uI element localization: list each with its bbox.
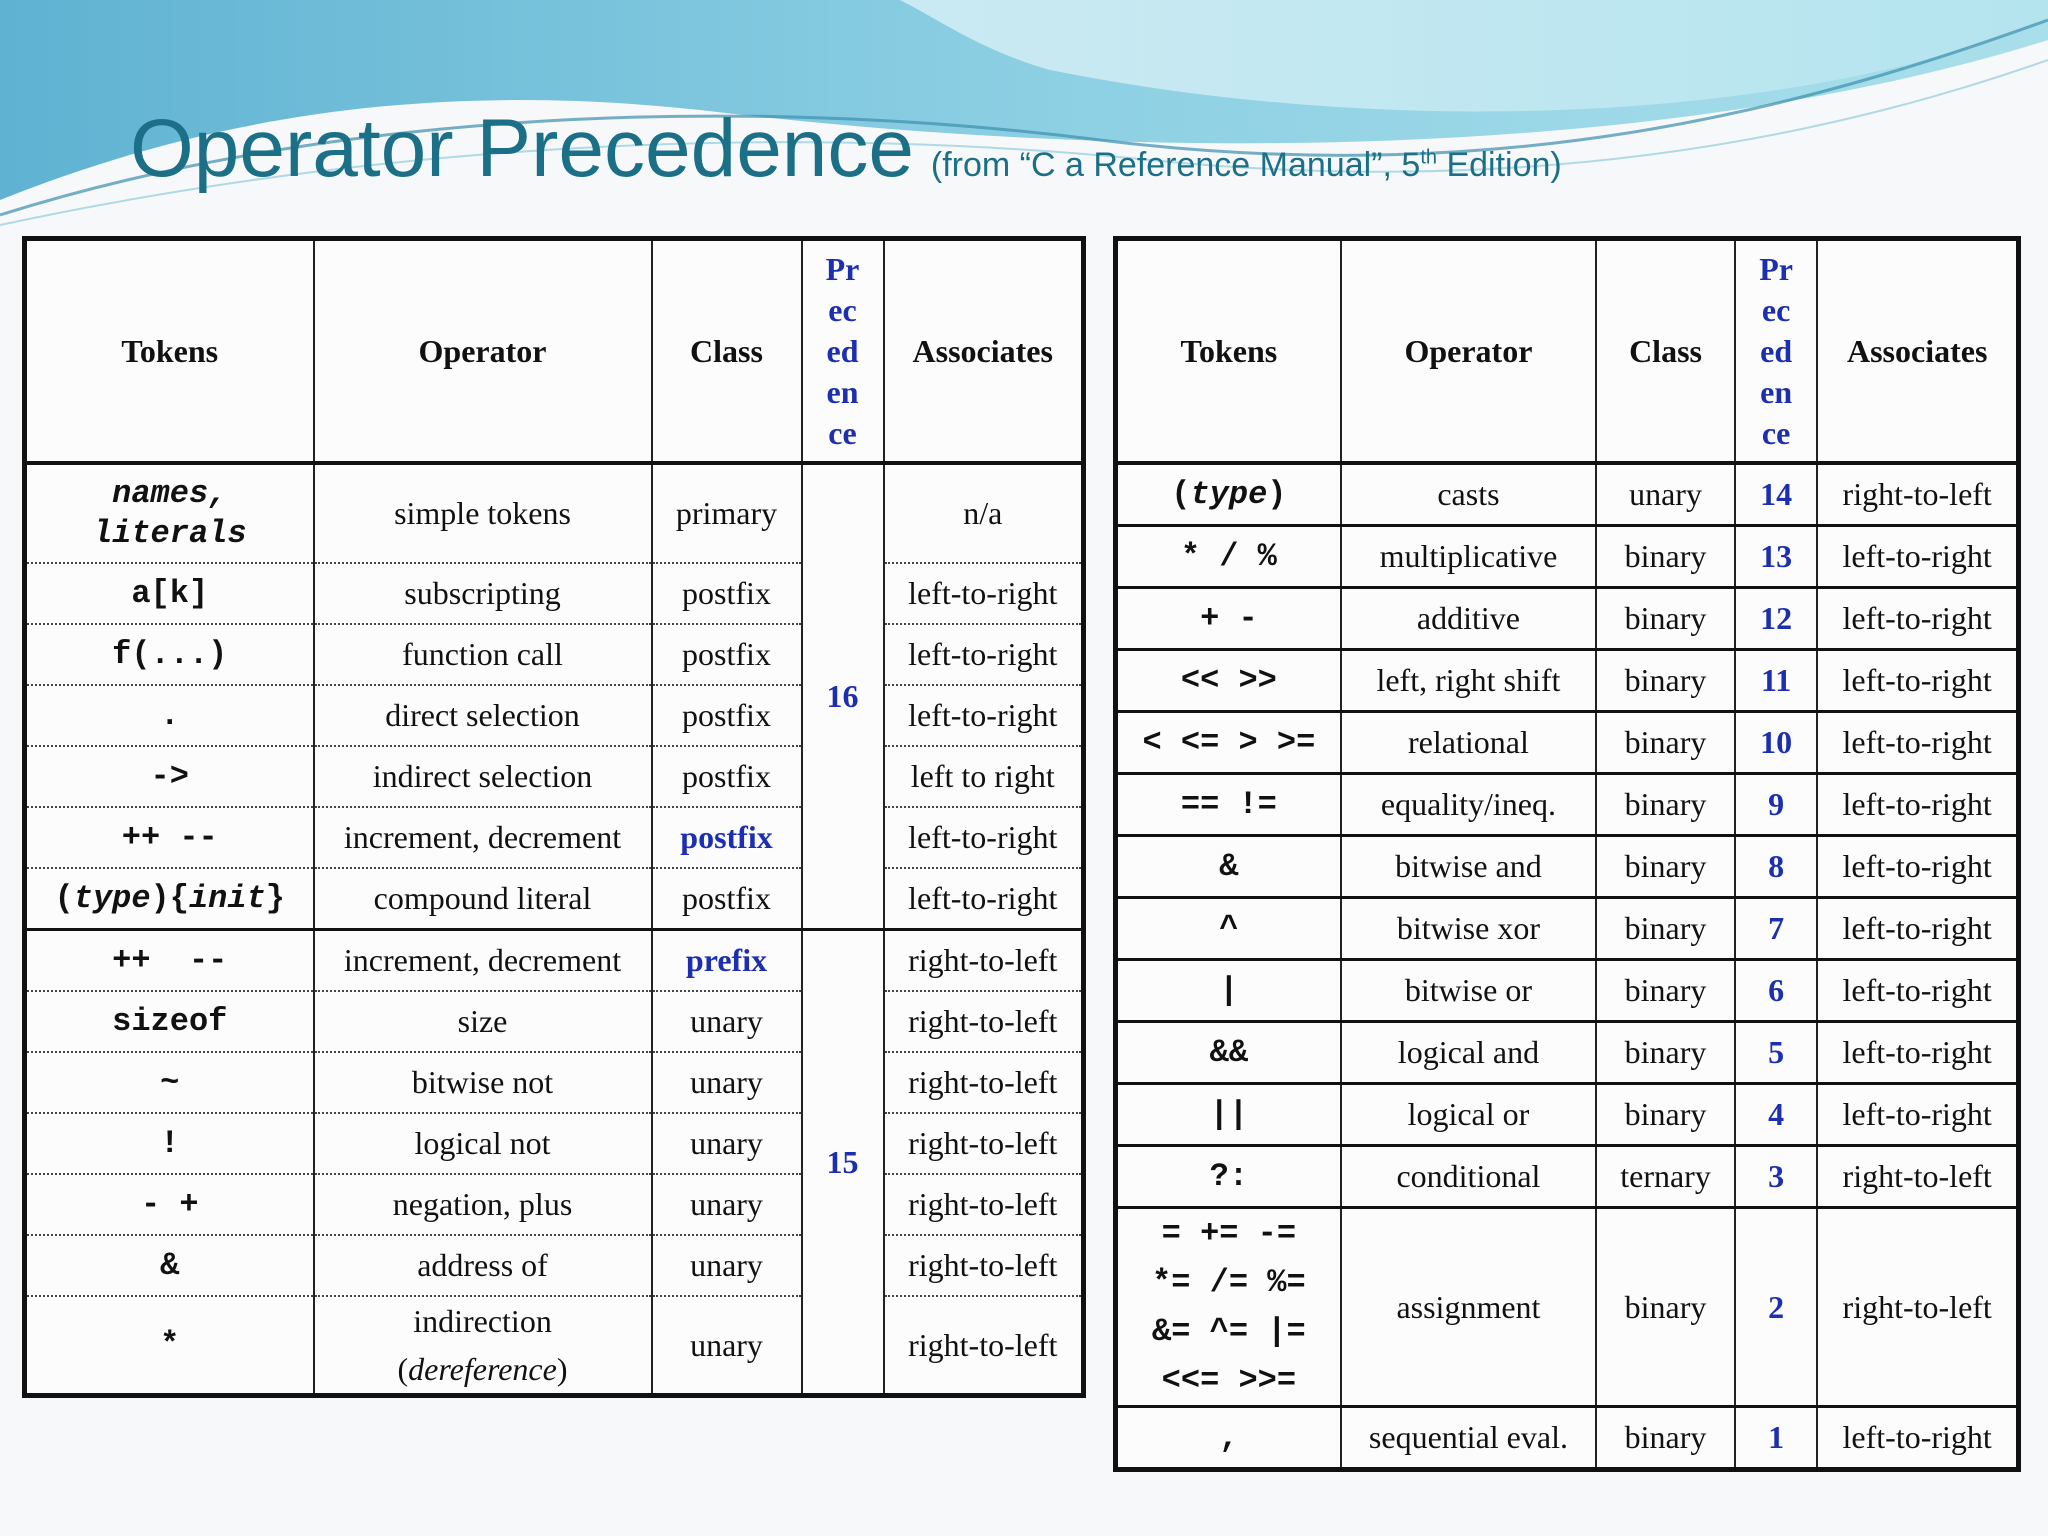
associates-cell: right-to-left xyxy=(1817,1208,2018,1407)
operator-line xyxy=(319,1345,647,1393)
tokens-cell: ! xyxy=(25,1113,314,1174)
class-cell: postfix xyxy=(652,868,802,930)
col-precedence-part: ce xyxy=(828,414,857,451)
operator-cell: compound literal xyxy=(314,868,652,930)
tokens-cell: * xyxy=(25,1296,314,1396)
operator-cell: bitwise not xyxy=(314,1052,652,1113)
tokens-cell xyxy=(25,463,314,563)
associates-cell: left-to-right xyxy=(1817,712,2018,774)
tokens-line: &= ^= |= xyxy=(1152,1313,1306,1350)
class-cell: unary xyxy=(652,1052,802,1113)
tokens-line: literals xyxy=(92,514,247,552)
class-cell: unary xyxy=(652,1296,802,1396)
title-source-sup: th xyxy=(1420,146,1437,169)
class-cell: ternary xyxy=(1596,1146,1735,1208)
operator-cell: size xyxy=(314,991,652,1052)
precedence-cell: 12 xyxy=(1735,588,1817,650)
precedence-cell: 6 xyxy=(1735,960,1817,1022)
header-row xyxy=(25,239,1084,464)
col-tokens: Tokens xyxy=(1116,239,1341,464)
associates-cell: right-to-left xyxy=(884,991,1084,1052)
tokens-cell: ~ xyxy=(25,1052,314,1113)
operator-cell: multiplicative xyxy=(1341,526,1596,588)
col-tokens: Tokens xyxy=(25,239,314,464)
operator-part: ) xyxy=(556,1351,568,1387)
class-cell: binary xyxy=(1596,1022,1735,1084)
tokens-cell xyxy=(1116,463,1341,526)
operator-cell: logical and xyxy=(1341,1022,1596,1084)
class-cell: binary xyxy=(1596,526,1735,588)
title-main: Operator Precedence xyxy=(130,103,915,194)
associates-cell: left-to-right xyxy=(884,685,1084,746)
tokens-part: ( xyxy=(1171,475,1191,513)
tokens-cell xyxy=(1116,1208,1341,1407)
operator-cell: bitwise and xyxy=(1341,836,1596,898)
tokens-part: type xyxy=(73,879,151,917)
class-cell: binary xyxy=(1596,1208,1735,1407)
table-row xyxy=(1116,650,2019,712)
class-cell: binary xyxy=(1596,836,1735,898)
operator-cell: address of xyxy=(314,1235,652,1296)
tokens-line: *= /= %= xyxy=(1152,1264,1306,1301)
class-cell: postfix xyxy=(652,624,802,685)
associates-cell: left-to-right xyxy=(884,868,1084,930)
operator-cell: equality/ineq. xyxy=(1341,774,1596,836)
table-row xyxy=(1116,836,2019,898)
table-row xyxy=(1116,1084,2019,1146)
table-row xyxy=(1116,588,2019,650)
operator-cell: logical or xyxy=(1341,1084,1596,1146)
operator-cell: simple tokens xyxy=(314,463,652,563)
tokens-cell: + - xyxy=(1116,588,1341,650)
title-source-prefix: (from “C a Reference Manual”, 5 xyxy=(930,146,1421,184)
col-precedence-part: en xyxy=(826,373,859,410)
table-row xyxy=(1116,1208,2019,1407)
col-associates: Associates xyxy=(1817,239,2018,464)
col-precedence-part: ec xyxy=(1761,291,1791,328)
table-row xyxy=(25,1235,1084,1296)
tokens-cell: - + xyxy=(25,1174,314,1235)
header-row xyxy=(1116,239,2019,464)
table-row xyxy=(1116,1146,2019,1208)
precedence-cell: 2 xyxy=(1735,1208,1817,1407)
operator-cell: casts xyxy=(1341,463,1596,526)
operator-cell: increment, decrement xyxy=(314,930,652,992)
operator-part: ( xyxy=(397,1351,409,1387)
col-precedence-part: ed xyxy=(1760,332,1793,369)
associates-cell: right-to-left xyxy=(884,1052,1084,1113)
tokens-part: init xyxy=(188,879,266,917)
table-row xyxy=(1116,898,2019,960)
table-row xyxy=(25,991,1084,1052)
operator-cell xyxy=(314,1296,652,1396)
class-cell: unary xyxy=(652,991,802,1052)
operator-cell: function call xyxy=(314,624,652,685)
tokens-cell: a[k] xyxy=(25,563,314,624)
class-cell: postfix xyxy=(652,563,802,624)
associates-cell: left-to-right xyxy=(1817,1084,2018,1146)
operator-cell: assignment xyxy=(1341,1208,1596,1407)
col-precedence-part: ce xyxy=(1761,414,1791,451)
associates-cell: left-to-right xyxy=(1817,774,2018,836)
operator-cell: direct selection xyxy=(314,685,652,746)
class-cell: unary xyxy=(1596,463,1735,526)
associates-cell: right-to-left xyxy=(884,1113,1084,1174)
tokens-cell: sizeof xyxy=(25,991,314,1052)
associates-cell: left-to-right xyxy=(884,563,1084,624)
associates-cell: left-to-right xyxy=(1817,898,2018,960)
precedence-cell: 16 xyxy=(802,463,884,930)
associates-cell: left to right xyxy=(884,746,1084,807)
operator-cell: negation, plus xyxy=(314,1174,652,1235)
precedence-cell: 7 xyxy=(1735,898,1817,960)
tokens-line: names, xyxy=(112,474,228,512)
precedence-table-left xyxy=(22,236,1086,1398)
table-row xyxy=(25,1174,1084,1235)
tokens-cell: f(...) xyxy=(25,624,314,685)
associates-cell: right-to-left xyxy=(884,1235,1084,1296)
operator-cell: conditional xyxy=(1341,1146,1596,1208)
page-title xyxy=(130,103,1562,194)
precedence-cell: 5 xyxy=(1735,1022,1817,1084)
operator-cell: relational xyxy=(1341,712,1596,774)
col-precedence-part: en xyxy=(1760,373,1793,410)
tokens-cell: || xyxy=(1116,1084,1341,1146)
tokens-cell: * / % xyxy=(1116,526,1341,588)
class-cell: postfix xyxy=(652,685,802,746)
operator-line: indirection xyxy=(413,1303,552,1339)
associates-cell: left-to-right xyxy=(1817,1022,2018,1084)
tokens-line: = += -= xyxy=(1161,1215,1297,1252)
table-row xyxy=(25,868,1084,930)
table-row xyxy=(25,1113,1084,1174)
associates-cell: right-to-left xyxy=(884,1296,1084,1396)
tokens-part: ) xyxy=(1267,475,1287,513)
class-cell: binary xyxy=(1596,960,1735,1022)
col-associates: Associates xyxy=(884,239,1084,464)
class-cell: binary xyxy=(1596,588,1735,650)
tokens-cell: ++ -- xyxy=(25,930,314,992)
table-row xyxy=(1116,1407,2019,1470)
precedence-cell: 4 xyxy=(1735,1084,1817,1146)
table-row xyxy=(1116,1022,2019,1084)
associates-cell: right-to-left xyxy=(884,1174,1084,1235)
table-row xyxy=(25,463,1084,563)
tokens-cell: << >> xyxy=(1116,650,1341,712)
col-operator: Operator xyxy=(1341,239,1596,464)
table-row xyxy=(1116,463,2019,526)
tokens-cell: | xyxy=(1116,960,1341,1022)
associates-cell: left-to-right xyxy=(1817,650,2018,712)
tokens-cell xyxy=(25,868,314,930)
operator-cell: bitwise xor xyxy=(1341,898,1596,960)
tokens-cell: ^ xyxy=(1116,898,1341,960)
table-row xyxy=(25,930,1084,992)
table-row xyxy=(25,1052,1084,1113)
class-cell: unary xyxy=(652,1235,802,1296)
tokens-cell: & xyxy=(25,1235,314,1296)
associates-cell: left-to-right xyxy=(1817,1407,2018,1470)
tokens-line: <<= >>= xyxy=(1161,1362,1297,1399)
table-row xyxy=(25,563,1084,624)
associates-cell: right-to-left xyxy=(1817,1146,2018,1208)
class-cell-highlighted: postfix xyxy=(652,807,802,868)
table-row xyxy=(25,685,1084,746)
precedence-cell: 8 xyxy=(1735,836,1817,898)
tokens-cell: && xyxy=(1116,1022,1341,1084)
precedence-cell: 14 xyxy=(1735,463,1817,526)
operator-cell: subscripting xyxy=(314,563,652,624)
class-cell: binary xyxy=(1596,898,1735,960)
tokens-cell: . xyxy=(25,685,314,746)
table-row xyxy=(1116,960,2019,1022)
associates-cell: left-to-right xyxy=(1817,836,2018,898)
col-class: Class xyxy=(652,239,802,464)
tokens-cell: -> xyxy=(25,746,314,807)
title-source-suffix: Edition) xyxy=(1437,146,1562,184)
operator-cell: left, right shift xyxy=(1341,650,1596,712)
operator-cell: sequential eval. xyxy=(1341,1407,1596,1470)
tokens-cell: == != xyxy=(1116,774,1341,836)
operator-cell: bitwise or xyxy=(1341,960,1596,1022)
class-cell: binary xyxy=(1596,650,1735,712)
col-precedence-part: Pr xyxy=(1759,250,1793,287)
table-row xyxy=(1116,712,2019,774)
operator-part: dereference xyxy=(408,1351,557,1387)
tokens-cell: ++ -- xyxy=(25,807,314,868)
tokens-cell: & xyxy=(1116,836,1341,898)
class-cell: binary xyxy=(1596,712,1735,774)
table-row xyxy=(25,746,1084,807)
operator-cell: increment, decrement xyxy=(314,807,652,868)
class-cell: unary xyxy=(652,1174,802,1235)
tokens-part: ( xyxy=(54,879,74,917)
precedence-cell: 11 xyxy=(1735,650,1817,712)
class-cell: postfix xyxy=(652,746,802,807)
class-cell-highlighted: prefix xyxy=(652,930,802,992)
title-source xyxy=(931,146,1562,184)
precedence-cell: 1 xyxy=(1735,1407,1817,1470)
col-precedence xyxy=(1735,239,1817,464)
associates-cell: left-to-right xyxy=(1817,526,2018,588)
col-class: Class xyxy=(1596,239,1735,464)
class-cell: unary xyxy=(652,1113,802,1174)
class-cell: binary xyxy=(1596,774,1735,836)
precedence-cell: 10 xyxy=(1735,712,1817,774)
operator-cell: indirect selection xyxy=(314,746,652,807)
precedence-cell: 9 xyxy=(1735,774,1817,836)
associates-cell: right-to-left xyxy=(1817,463,2018,526)
associates-cell: n/a xyxy=(884,463,1084,563)
associates-cell: left-to-right xyxy=(1817,588,2018,650)
associates-cell: left-to-right xyxy=(884,807,1084,868)
tokens-cell: , xyxy=(1116,1407,1341,1470)
tokens-part: type xyxy=(1190,475,1268,513)
table-row xyxy=(25,807,1084,868)
precedence-cell: 3 xyxy=(1735,1146,1817,1208)
table-row xyxy=(25,1296,1084,1396)
col-operator: Operator xyxy=(314,239,652,464)
precedence-cell: 15 xyxy=(802,930,884,1396)
associates-cell: left-to-right xyxy=(1817,960,2018,1022)
tokens-cell: ?: xyxy=(1116,1146,1341,1208)
tokens-part: } xyxy=(265,879,285,917)
col-precedence-part: Pr xyxy=(825,250,860,287)
class-cell: binary xyxy=(1596,1084,1735,1146)
tokens-cell: < <= > >= xyxy=(1116,712,1341,774)
class-cell: binary xyxy=(1596,1407,1735,1470)
associates-cell: left-to-right xyxy=(884,624,1084,685)
col-precedence-part: ed xyxy=(826,332,859,369)
col-precedence-part: ec xyxy=(828,291,857,328)
precedence-cell: 13 xyxy=(1735,526,1817,588)
operator-cell: logical not xyxy=(314,1113,652,1174)
precedence-table-right xyxy=(1113,236,2021,1472)
class-cell: primary xyxy=(652,463,802,563)
table-row xyxy=(25,624,1084,685)
table-row xyxy=(1116,774,2019,836)
operator-cell: additive xyxy=(1341,588,1596,650)
tokens-part: ){ xyxy=(150,879,189,917)
table-row xyxy=(1116,526,2019,588)
associates-cell: right-to-left xyxy=(884,930,1084,992)
col-precedence xyxy=(802,239,884,464)
